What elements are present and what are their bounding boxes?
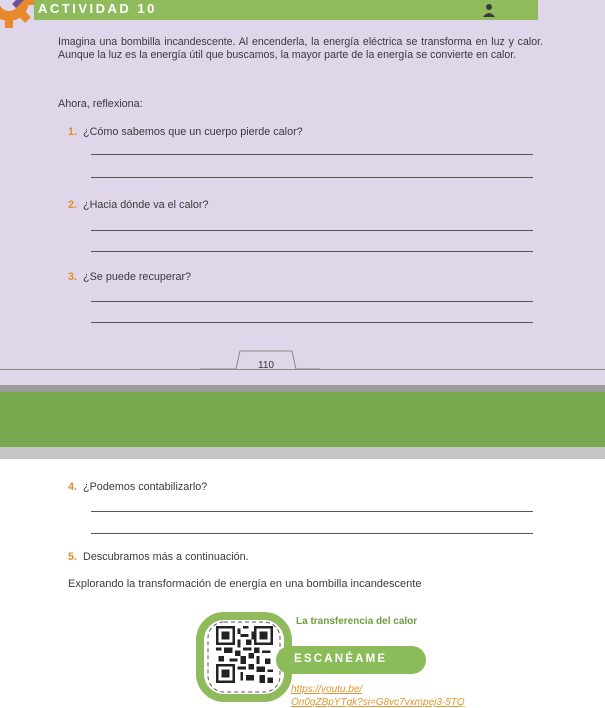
answer-line[interactable] xyxy=(91,511,533,512)
question-text: ¿Cómo sabemos que un cuerpo pierde calor? xyxy=(83,126,303,138)
answer-line[interactable] xyxy=(91,251,533,252)
question-text: ¿Se puede recuperar? xyxy=(83,271,192,283)
page-gap xyxy=(0,447,605,459)
question-2 xyxy=(68,199,208,211)
question-text: ¿Podemos contabilizarlo? xyxy=(83,481,208,493)
answer-line[interactable] xyxy=(91,154,533,155)
activity-title: ACTIVIDAD 10 xyxy=(38,1,157,16)
answer-line[interactable] xyxy=(91,533,533,534)
page-gap xyxy=(0,385,605,392)
person-icon xyxy=(482,3,496,17)
video-link[interactable]: On0qZBpYTgk?si=G8vc7vxmpej3-5TQ xyxy=(291,697,465,708)
question-number: 1. xyxy=(68,126,78,138)
question-number: 2. xyxy=(68,199,78,211)
question-number: 4. xyxy=(68,481,78,493)
lead-text: Ahora, reflexiona: xyxy=(58,98,143,110)
video-link[interactable]: https://youtu.be/ xyxy=(291,684,363,695)
question-text: Descubramos más a continuación. xyxy=(83,551,249,563)
question-5 xyxy=(68,551,249,563)
answer-line[interactable] xyxy=(91,322,533,323)
scan-me-label: ESCANÉAME xyxy=(294,653,388,665)
question-number: 3. xyxy=(68,271,78,283)
green-header-band xyxy=(0,392,605,447)
question-4 xyxy=(68,481,207,493)
qr-title: La transferencia del calor xyxy=(296,616,418,627)
qr-code[interactable] xyxy=(216,626,273,683)
question-1 xyxy=(68,126,303,138)
intro-paragraph: Imagina una bombilla incandescente. Al encenderla, la energía eléctrica se transforma en luz y calor. Aunque la luz es la energía útil que buscamos, la mayor parte de la energía se convierte en calor. xyxy=(58,36,543,61)
question-3 xyxy=(68,271,191,283)
answer-line[interactable] xyxy=(91,230,533,231)
answer-line[interactable] xyxy=(91,177,533,178)
answer-line[interactable] xyxy=(91,301,533,302)
question-number: 5. xyxy=(68,551,78,563)
section-subtitle: Explorando la transformación de energía en una bombilla incandescente xyxy=(68,578,422,590)
question-text: ¿Hacia dónde va el calor? xyxy=(83,199,209,211)
page-number: 110 xyxy=(258,360,274,371)
gear-icon xyxy=(0,0,36,28)
